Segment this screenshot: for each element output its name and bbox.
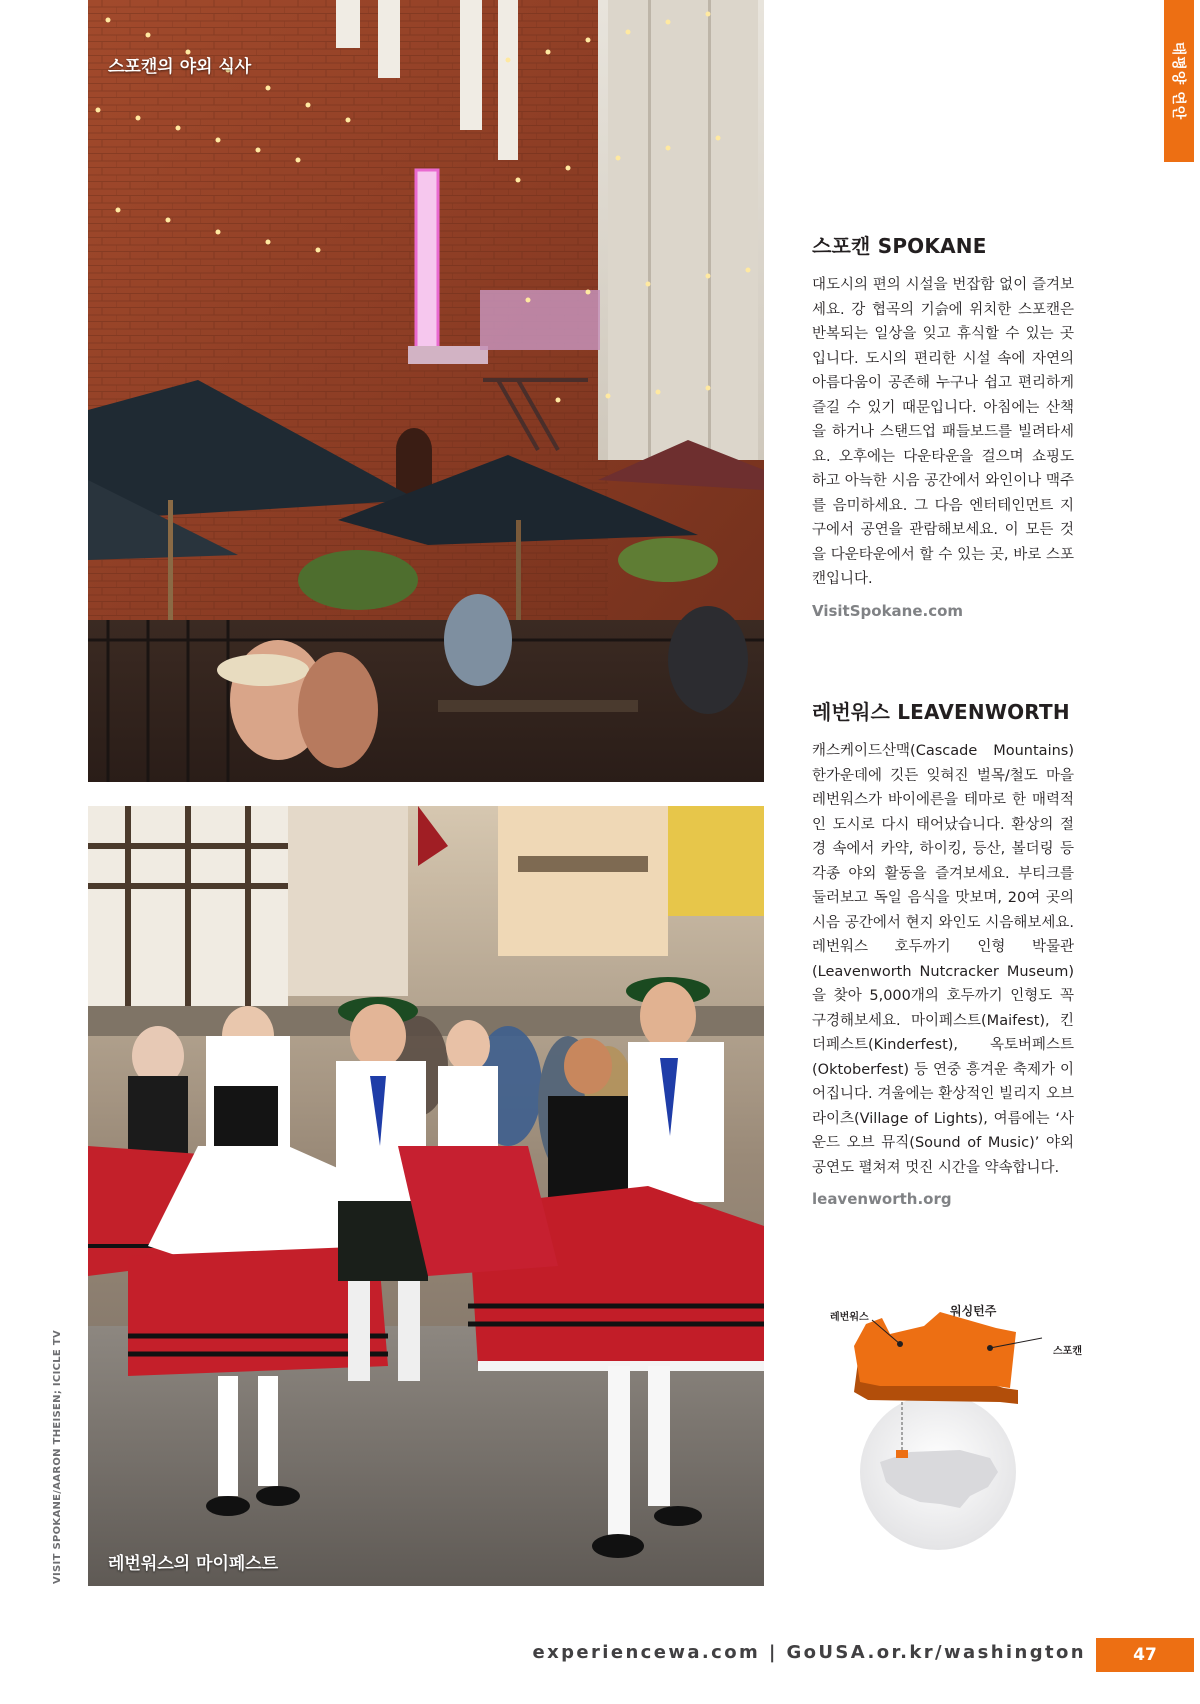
article-body: 대도시의 편의 시설을 번잡함 없이 즐겨보세요. 강 협곡의 기슭에 위치한 스포캔은 반복되는 일상을 잊고 휴식할 수 있는 곳입니다. 도시의 편리한 시설 속에 자연의 아름다움이 공존해 누구나 쉽고 편리하게 즐길 수 있기 때문입니다. 아침에는 산책을 하거나 스탠드업 패들보드를 빌려타세요. 오후에는 다운타운을 걸으며 쇼핑도 하고 아늑한 시음 공간에서 와인이나 맥주를 음미하세요. 그 다음 엔터테인먼트 지구에서 공연을 관람해보세요. 이 모든 것을 다운타운에서 할 수 있는 곳, 바로 스포캔입니다.: [812, 277, 1074, 587]
article-title: 레번워스 LEAVENWORTH: [812, 700, 1070, 724]
section-tab: [1164, 0, 1194, 162]
spokane-dining-photo: [88, 0, 764, 782]
photo-caption: 스포캔의 야외 식사: [108, 57, 252, 77]
washington-map-label: 워싱턴주: [950, 1304, 997, 1318]
website-link[interactable]: leavenworth.org: [812, 1190, 952, 1208]
photo-caption: 레번워스의 마이페스트: [108, 1554, 279, 1574]
washington-map: [820, 1282, 1120, 1552]
photo-credit: VISIT SPOKANE/AARON THEISEN; ICICLE TV: [52, 1330, 63, 1584]
leavenworth-map-label: 레번워스: [830, 1312, 869, 1323]
page-footer: [0, 1638, 1200, 1672]
article-body: 캐스케이드산맥(Cascade Mountains) 한가운데에 깃든 잊혀진 벌목/철도 마을 레번워스가 바이에른을 테마로 한 매력적인 도시로 다시 태어났습니다. 환상의 절경 속에서 카약, 하이킹, 등산, 볼더링 등 각종 야외 활동을 즐겨보세요. 부티크를 둘러보고 독일 음식을 맛보며, 20여 곳의 시음 공간에서 현지 와인도 시음해보세요. 레번워스 호두까기 인형 박물관(Leavenworth Nutcracker Museum)을 찾아 5,000개의 호두까기 인형도 꼭 구경해보세요. 마이페스트(Maifest), 킨더페스트(Kinderfest), 옥토버페스트(Oktoberfest) 등 연중 흥겨운 축제가 이어집니다. 겨울에는 환상적인 빌리지 오브 라이츠(Village of Lights), 여름에는 ‘사운드 오브 뮤직(Sound of Music)’ 야외 공연도 펼쳐져 멋진 시간을 약속합니다.: [812, 743, 1074, 1176]
spokane-map-label: 스포캔: [1053, 1346, 1082, 1357]
spokane-article: [812, 230, 1074, 620]
washington-marker: [896, 1450, 908, 1458]
leavenworth-maifest-photo: [88, 806, 764, 1586]
article-title: 스포캔 SPOKANE: [812, 234, 987, 258]
section-tab-label: 태평양 연안: [1170, 41, 1186, 121]
page-number: 47: [1096, 1638, 1194, 1672]
footer-urls[interactable]: experiencewa.com | GoUSA.or.kr/washington: [532, 1642, 1086, 1663]
website-link[interactable]: VisitSpokane.com: [812, 601, 964, 620]
leavenworth-article: [812, 696, 1074, 1208]
